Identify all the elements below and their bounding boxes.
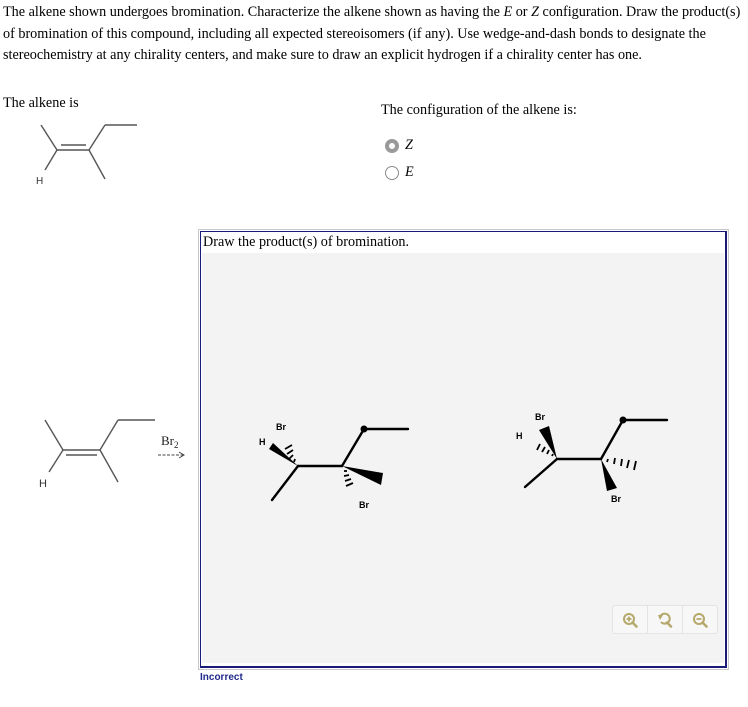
zoom-in-button[interactable]: [613, 606, 648, 633]
drawing-panel-title: Draw the product(s) of bromination.: [203, 234, 410, 250]
alkene-structure: [0, 110, 160, 195]
radio-e-label: E: [405, 164, 414, 180]
br-label-top: Br: [535, 412, 546, 422]
dash-bond-br-bottom: [344, 471, 353, 486]
br-label-bottom: Br: [359, 500, 370, 510]
wedge-bond-h: [269, 443, 298, 466]
alkene-h-label: H: [36, 176, 44, 187]
question-part1: The alkene shown undergoes bromination. Characterize the alkene shown as having the: [3, 4, 504, 20]
reagent-label: $Br_2$: [161, 433, 179, 450]
br-label-top: Br: [276, 422, 287, 432]
h-label: H: [516, 431, 523, 441]
radio-z-label: Z: [405, 137, 413, 153]
reaction-h-label: H: [39, 478, 47, 490]
status-label: Incorrect: [200, 672, 243, 683]
zoom-out-icon: [692, 612, 708, 628]
question-part2: configuration. Draw the product(s) of bromination of this compound, including all expected stereoisomers (if any). Use wedge-and-dash bonds to designate the stereochemistry at any chirality centers, and make sure to draw an explicit hydrogen if a chirality center has one.: [3, 4, 741, 63]
product-1[interactable]: [245, 405, 425, 515]
alkene-label: The alkene is: [3, 95, 79, 111]
radio-e[interactable]: [385, 166, 399, 180]
reset-zoom-button[interactable]: [648, 606, 683, 633]
radio-option-z[interactable]: [385, 137, 413, 154]
question-e: E: [503, 4, 513, 20]
configuration-prompt: The configuration of the alkene is:: [381, 102, 577, 118]
question-text: [3, 2, 745, 67]
question-z: Z: [531, 4, 539, 20]
reaction-arrow: [158, 452, 184, 458]
dash-bond-methyl: [607, 458, 636, 470]
reaction-scheme: [0, 405, 200, 495]
radio-z[interactable]: [385, 139, 399, 153]
atom-dot: [361, 426, 368, 433]
product-2[interactable]: [505, 400, 685, 515]
zoom-out-button[interactable]: [683, 606, 717, 633]
atom-dot: [620, 417, 627, 424]
radio-option-e[interactable]: [385, 164, 414, 181]
wedge-bond-br-top: [539, 426, 557, 459]
zoom-in-icon: [622, 612, 638, 628]
zoom-toolbar: [612, 605, 718, 634]
br-label-bottom: Br: [611, 494, 622, 504]
question-or: or: [512, 4, 532, 20]
reset-zoom-icon: [657, 612, 673, 628]
h-label: H: [259, 437, 266, 447]
